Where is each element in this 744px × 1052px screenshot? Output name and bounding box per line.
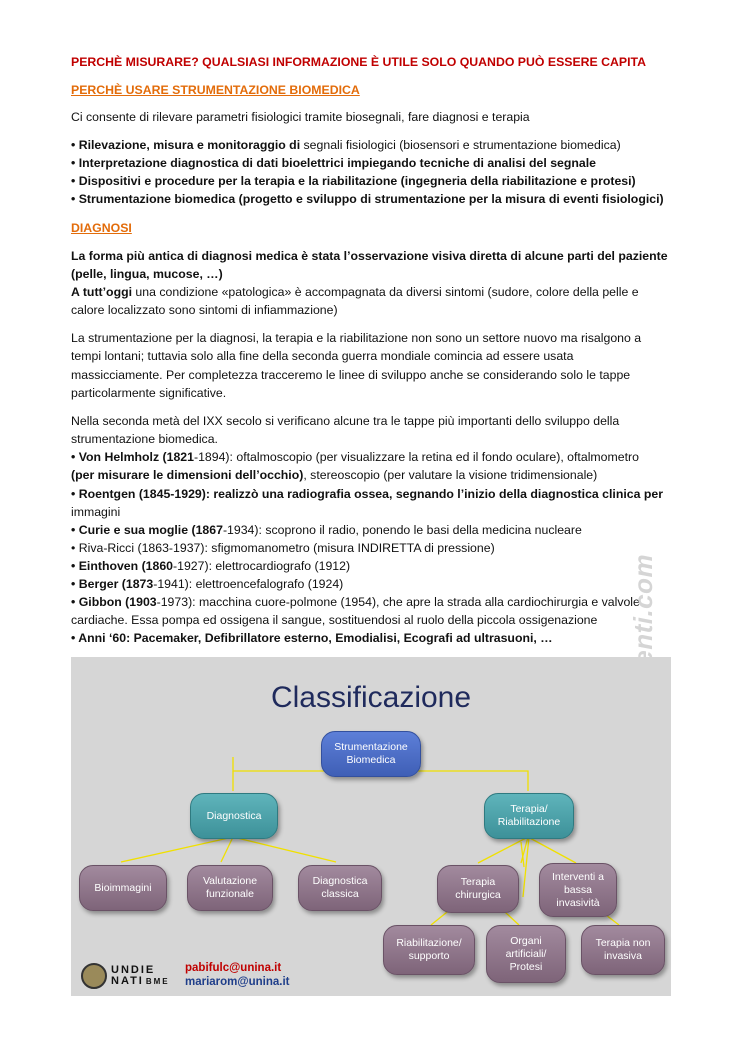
logo-text-top: UNDIE bbox=[111, 964, 156, 976]
helmholz2-rest: , stereoscopio (per valutare la visione tridimensionale) bbox=[303, 468, 598, 482]
footer-logos bbox=[81, 961, 170, 991]
contact-emails bbox=[185, 961, 290, 989]
p1-l1-bold: La forma più antica di diagnosi medica è stata l’osservazione visiva diretta di alcune parti del paziente bbox=[71, 249, 668, 263]
einthoven-rest: -1927): elettrocardiografo (1912) bbox=[173, 559, 351, 573]
curie-bold: • Curie e sua moglie (1867 bbox=[71, 523, 223, 537]
node-riabilitazione-supporto: Riabilitazione/ supporto bbox=[383, 925, 475, 975]
timeline-curie bbox=[71, 522, 582, 538]
bullet-4-bold: • Strumentazione biomedica (progetto e sviluppo di strumentazione per la misura di eventi fisiologici) bbox=[71, 192, 664, 206]
bullet-1-rest: segnali fisiologici (biosensori e strumentazione biomedica) bbox=[300, 138, 621, 152]
gibbon-rest: -1973): macchina cuore-polmone (1954), che apre la strada alla cardiochirurgia e valvole bbox=[156, 595, 640, 609]
timeline-helmholz-2 bbox=[71, 467, 597, 483]
university-seal-icon bbox=[81, 963, 107, 989]
curie-rest: -1934): scoprono il radio, ponendo le basi della medicina nucleare bbox=[222, 523, 582, 537]
node-terapia-non-invasiva: Terapia non invasiva bbox=[581, 925, 665, 975]
bullet-4 bbox=[71, 191, 664, 207]
timeline-roentgen-1 bbox=[71, 486, 663, 502]
slide-title: Classificazione bbox=[270, 681, 472, 714]
paragraph-3-line-2: strumentazione biomedica. bbox=[71, 432, 218, 446]
berger-rest: -1941): elettroencefalografo (1924) bbox=[153, 577, 344, 591]
helmholz-rest: -1894): oftalmoscopio (per visualizzare la retina ed il fondo oculare), oftalmometro bbox=[193, 450, 639, 464]
connector-ter-chi bbox=[478, 837, 528, 863]
roentgen-rest: -1929): realizzò una radiografia ossea, segnando l’inizio della diagnostica clinica per bbox=[170, 487, 663, 501]
einthoven-bold: • Einthoven (1860 bbox=[71, 559, 174, 573]
paragraph-1-line-4: calore localizzato sono sintomi di infiammazione) bbox=[71, 303, 338, 317]
bullet-2 bbox=[71, 155, 596, 171]
paragraph-1-line-2 bbox=[71, 266, 223, 282]
connector-ter-int bbox=[528, 837, 576, 863]
section-heading-diagnosi: DIAGNOSI bbox=[71, 221, 132, 235]
helmholz2-bold: (per misurare le dimensioni dell’occhio) bbox=[71, 468, 304, 482]
node-diagnostica: Diagnostica bbox=[190, 793, 278, 839]
paragraph-1-line-3 bbox=[71, 284, 639, 300]
node-strumentazione-biomedica: Strumentazione Biomedica bbox=[321, 731, 421, 777]
bullet-3-bold: • Dispositivi e procedure per la terapia e la riabilitazione (ingegneria della riabilitazione e protesi) bbox=[71, 174, 636, 188]
timeline-anni-60 bbox=[71, 630, 553, 646]
logo-text-bottom bbox=[111, 976, 170, 987]
email-pabifulc[interactable]: pabifulc@unina.it bbox=[185, 962, 282, 974]
timeline-riva-ricci: • Riva-Ricci (1863-1937): sfigmomanometro (misura INDIRETTA di pressione) bbox=[71, 541, 495, 555]
node-organi-artificiali-protesi: Organi artificiali/ Protesi bbox=[486, 925, 566, 983]
bullet-3 bbox=[71, 173, 636, 189]
paragraph-2-line-2: tempi lontani; tuttavia solo alla fine della seconda guerra mondiale comincia ad essere usata bbox=[71, 349, 574, 363]
paragraph-1-line-1 bbox=[71, 248, 668, 264]
connector-diag-val bbox=[221, 837, 233, 862]
helmholz-bold: • Von Helmholz (1821 bbox=[71, 450, 194, 464]
connector-diag-bio bbox=[121, 837, 233, 862]
undie-nati-logo bbox=[111, 965, 170, 987]
timeline-gibbon-2: cardiache. Essa pompa ed ossigena il sangue, sostituendosi al ruolo della piccola ossigenazione bbox=[71, 613, 598, 627]
email-mariarom[interactable]: mariarom@unina.it bbox=[185, 976, 290, 988]
timeline-gibbon-1 bbox=[71, 594, 640, 610]
node-terapia-riabilitazione: Terapia/ Riabilitazione bbox=[484, 793, 574, 839]
section-heading-strumentazione: PERCHÈ USARE STRUMENTAZIONE BIOMEDICA bbox=[71, 83, 360, 97]
berger-bold: • Berger (1873 bbox=[71, 577, 154, 591]
bullet-1 bbox=[71, 137, 621, 153]
anni60-bold: • Anni ‘60: Pacemaker, Defibrillatore esterno, Emodialisi, Ecografi ad ultrasuoni, … bbox=[71, 631, 553, 645]
bullet-1-bold: • Rilevazione, misura e monitoraggio di bbox=[71, 138, 301, 152]
node-valutazione-funzionale: Valutazione funzionale bbox=[187, 865, 273, 911]
paragraph-2-line-4: particolarmente significative. bbox=[71, 386, 227, 400]
page-title: PERCHÈ MISURARE? QUALSIASI INFORMAZIONE È UTILE SOLO QUANDO PUÒ ESSERE CAPITA bbox=[71, 55, 647, 69]
gibbon-bold: • Gibbon (1903 bbox=[71, 595, 157, 609]
roentgen-bold: • Roentgen (1845 bbox=[71, 487, 171, 501]
connector-diag-cla bbox=[233, 837, 336, 862]
node-diagnostica-classica: Diagnostica classica bbox=[298, 865, 382, 911]
paragraph-2-line-1: La strumentazione per la diagnosi, la terapia e la riabilitazione non sono un settore nuovo ma risalgono a bbox=[71, 331, 642, 345]
paragraph-3-line-1: Nella seconda metà del IXX secolo si verificano alcune tra le tappe più importanti dello sviluppo della bbox=[71, 414, 620, 428]
intro-text: Ci consente di rilevare parametri fisiologici tramite biosegnali, fare diagnosi e terapia bbox=[71, 110, 530, 124]
timeline-berger bbox=[71, 576, 343, 592]
bullet-2-bold: • Interpretazione diagnostica di dati bioelettrici impiegando tecniche di analisi del segnale bbox=[71, 156, 596, 170]
node-bioimmagini: Bioimmagini bbox=[79, 865, 167, 911]
timeline-roentgen-2: immagini bbox=[71, 505, 121, 519]
classification-slide bbox=[71, 657, 671, 996]
node-interventi-bassa-invasivita: Interventi a bassa invasività bbox=[539, 863, 617, 917]
p1-l3-bold: A tutt’oggi bbox=[71, 285, 133, 299]
timeline-einthoven bbox=[71, 558, 350, 574]
timeline-helmholz-1 bbox=[71, 449, 639, 465]
p1-l2-bold: (pelle, lingua, mucose, …) bbox=[71, 267, 223, 281]
p1-l3-rest: una condizione «patologica» è accompagnata da diversi sintomi (sudore, colore della pelle e bbox=[132, 285, 639, 299]
node-terapia-chirurgica: Terapia chirurgica bbox=[437, 865, 519, 913]
logo-nati: NATI bbox=[111, 975, 144, 987]
paragraph-2-line-3: massicciamente. Per completezza tracceremo le linee di sviluppo anche se considerando solo le tappe bbox=[71, 368, 631, 382]
logo-bme: BME bbox=[145, 977, 170, 986]
